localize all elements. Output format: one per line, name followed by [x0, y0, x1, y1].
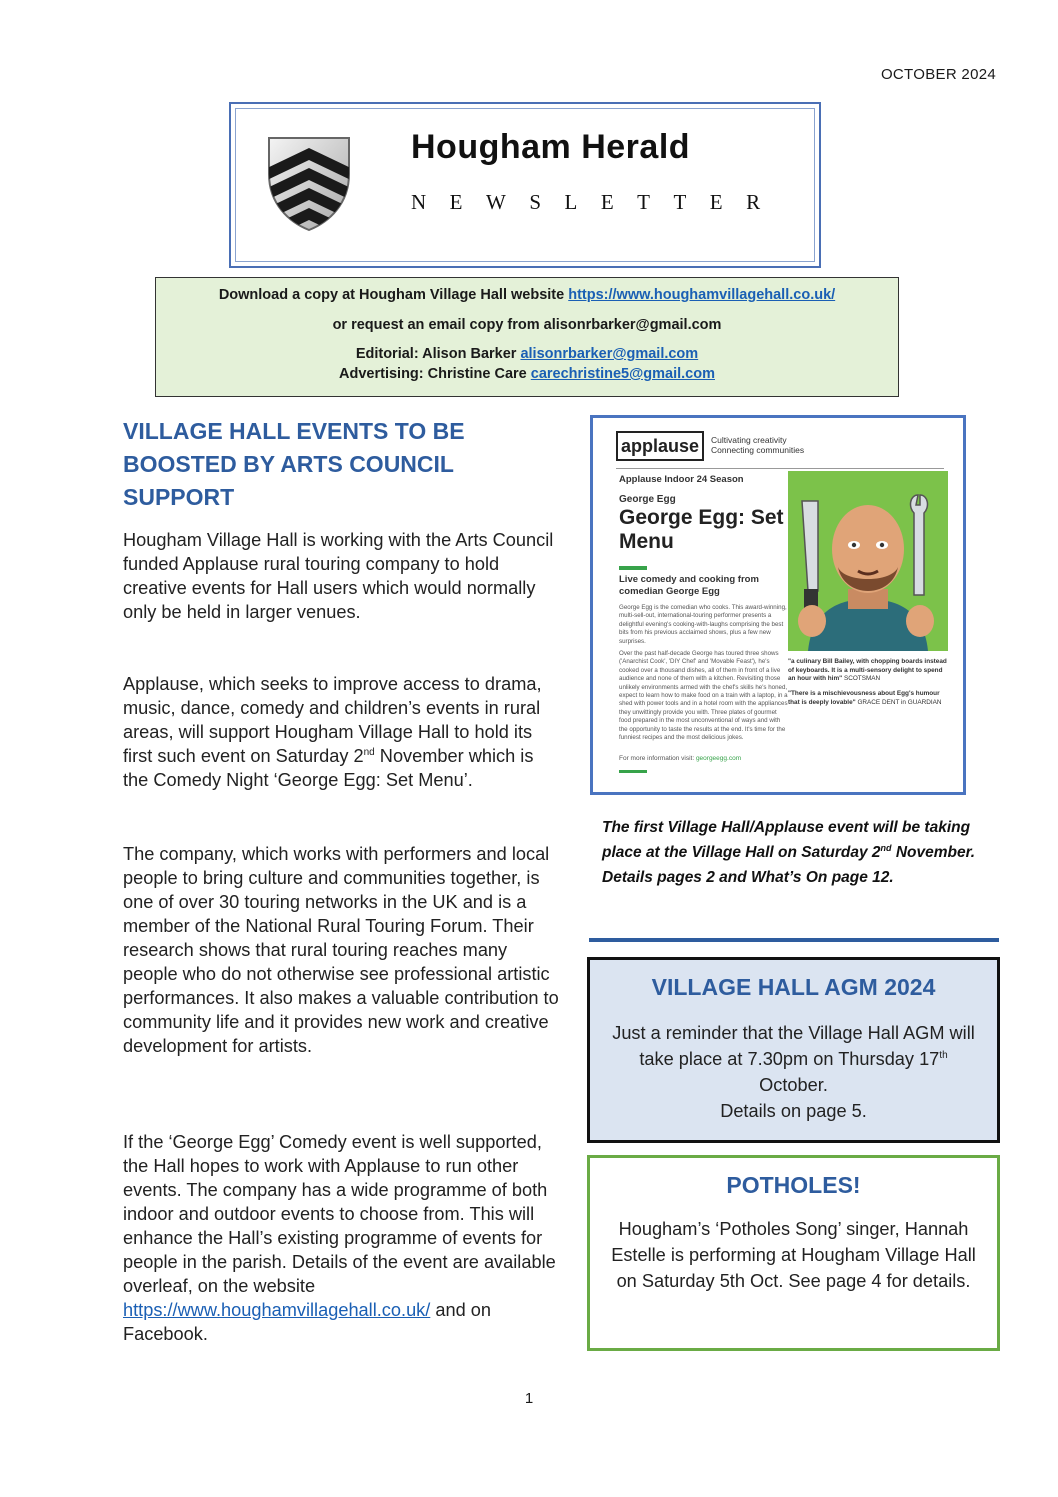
newsletter-title: Hougham Herald	[411, 128, 691, 166]
poster-more-info: For more information visit: georgeegg.com	[619, 755, 742, 762]
poster-tagline: Cultivating creativity Connecting communities	[711, 435, 805, 455]
newsletter-subtitle: NEWSLETTER	[411, 190, 784, 214]
poster-title: George Egg: Set Menu	[619, 506, 784, 553]
request-line: or request an email copy from alisonrbarker@gmail.com	[332, 317, 722, 333]
poster-divider	[616, 468, 944, 469]
agm-box	[587, 957, 1000, 1143]
agm-body: Just a reminder that the Village Hall AGM will take place at 7.30pm on Thursday 17th October. Details on page 5.	[612, 1023, 975, 1121]
editorial-line: Editorial: Alison Barker alisonrbarker@gmail.com	[355, 346, 699, 362]
issue-date: OCTOBER 2024	[880, 66, 996, 83]
page-number: 1	[524, 1390, 534, 1407]
download-line: Download a copy at Hougham Village Hall website https://www.houghamvillagehall.co.uk/	[218, 287, 836, 303]
info-box	[155, 277, 899, 397]
advertising-email-link[interactable]: carechristine5@gmail.com	[530, 366, 715, 382]
poster-accent-bar	[619, 566, 647, 570]
potholes-body: Hougham’s ‘Potholes Song’ singer, Hannah Estelle is performing at Hougham Village Hall on Saturday 5th Oct. See page 4 for details.	[611, 1219, 976, 1291]
agm-title: VILLAGE HALL AGM 2024	[651, 974, 936, 1000]
article-headline: VILLAGE HALL EVENTS TO BE BOOSTED BY ARTS COUNCIL SUPPORT	[123, 418, 465, 510]
poster-quote-1: "a culinary Bill Bailey, with chopping boards instead of keyboards. It is a multi-sensory delight to spend an hour with him" SCOTSMAN	[788, 658, 947, 682]
poster-text-2: Over the past half-decade George has toured three shows ('Anarchist Cook', 'DIY Chef' and 'Movable Feast'), he's cooked over a thousand dishes, all of them in front of a live audience and none of them with a kitchen. Revisiting those unlikely environments armed with the chef's skills he's honed, expect to learn how to make food on a train with a laptop, in a shed with power tools and in a hotel room with the appliances they unwittingly provide you with. Three plates of gourmet food prepared in the most unconventional of ways and with the opportunity to taste the results at the end. It's time for the funniest recipes and the most delicious jokes.	[619, 650, 788, 742]
poster-season: Applause Indoor 24 Season	[619, 474, 744, 485]
masthead	[229, 102, 821, 268]
poster-subtitle: Live comedy and cooking from comedian George Egg	[619, 574, 759, 597]
poster-quote-2: "There is a mischievousness about Egg's humour that is deeply lovable" GRACE DENT in GUARDIAN	[788, 690, 942, 706]
advertising-line: Advertising: Christine Care carechristine5@gmail.com	[339, 366, 715, 382]
editorial-email-link[interactable]: alisonrbarker@gmail.com	[520, 346, 699, 362]
article-website-link[interactable]: https://www.houghamvillagehall.co.uk/	[123, 1300, 431, 1320]
event-poster	[590, 415, 966, 795]
comedian-illustration-icon	[788, 471, 948, 651]
poster-text-1: George Egg is the comedian who cooks. This award-winning, multi-sell-out, international-touring performer presents a delightful evening's cooking-with-laughs comprising the best bits from his previous acclaimed shows, plus a few new surprises.	[619, 604, 787, 645]
potholes-box	[587, 1155, 1000, 1351]
potholes-title: POTHOLES!	[726, 1172, 861, 1198]
poster-caption: The first Village Hall/Applause event will be taking place at the Village Hall on Saturday 2nd November. Details pages 2 and What’s On page 12.	[602, 819, 976, 886]
applause-logo: applause	[616, 431, 704, 461]
shield-logo-icon	[263, 130, 355, 234]
section-divider	[589, 938, 999, 942]
article-paragraph-4: If the ‘George Egg’ Comedy event is well supported, the Hall hopes to work with Applause to run other events. The company has a wide programme of both indoor and outdoor events to choose from. This will enhance the Hall’s existing programme of events for people in the parish. Details of the event are available overleaf, on the website https://www.houghamvillagehall.co.uk/ and on Facebook.	[123, 1132, 556, 1344]
article-paragraph-2: Applause, which seeks to improve access to drama, music, dance, comedy and children’s events in rural areas, will support Hougham Village Hall to hold its first such event on Saturday 2nd November which is the Comedy Night ‘George Egg: Set Menu’.	[123, 674, 542, 790]
article-paragraph-1: Hougham Village Hall is working with the Arts Council funded Applause rural touring company to hold creative events for Hall users which would normally only be held in larger venues.	[123, 530, 554, 622]
poster-bottom-accent	[619, 770, 647, 773]
poster-performer: George Egg	[619, 494, 676, 505]
article-paragraph-3: The company, which works with performers and local people to bring culture and communities together, is one of over 30 touring networks in the UK and is a member of the National Rural Touring Forum. Their research shows that rural touring reaches many people who do not otherwise see professional artistic performances. It also makes a valuable contribution to community life and it provides new work and creative development for artists.	[123, 844, 559, 1056]
website-link[interactable]: https://www.houghamvillagehall.co.uk/	[568, 287, 836, 303]
